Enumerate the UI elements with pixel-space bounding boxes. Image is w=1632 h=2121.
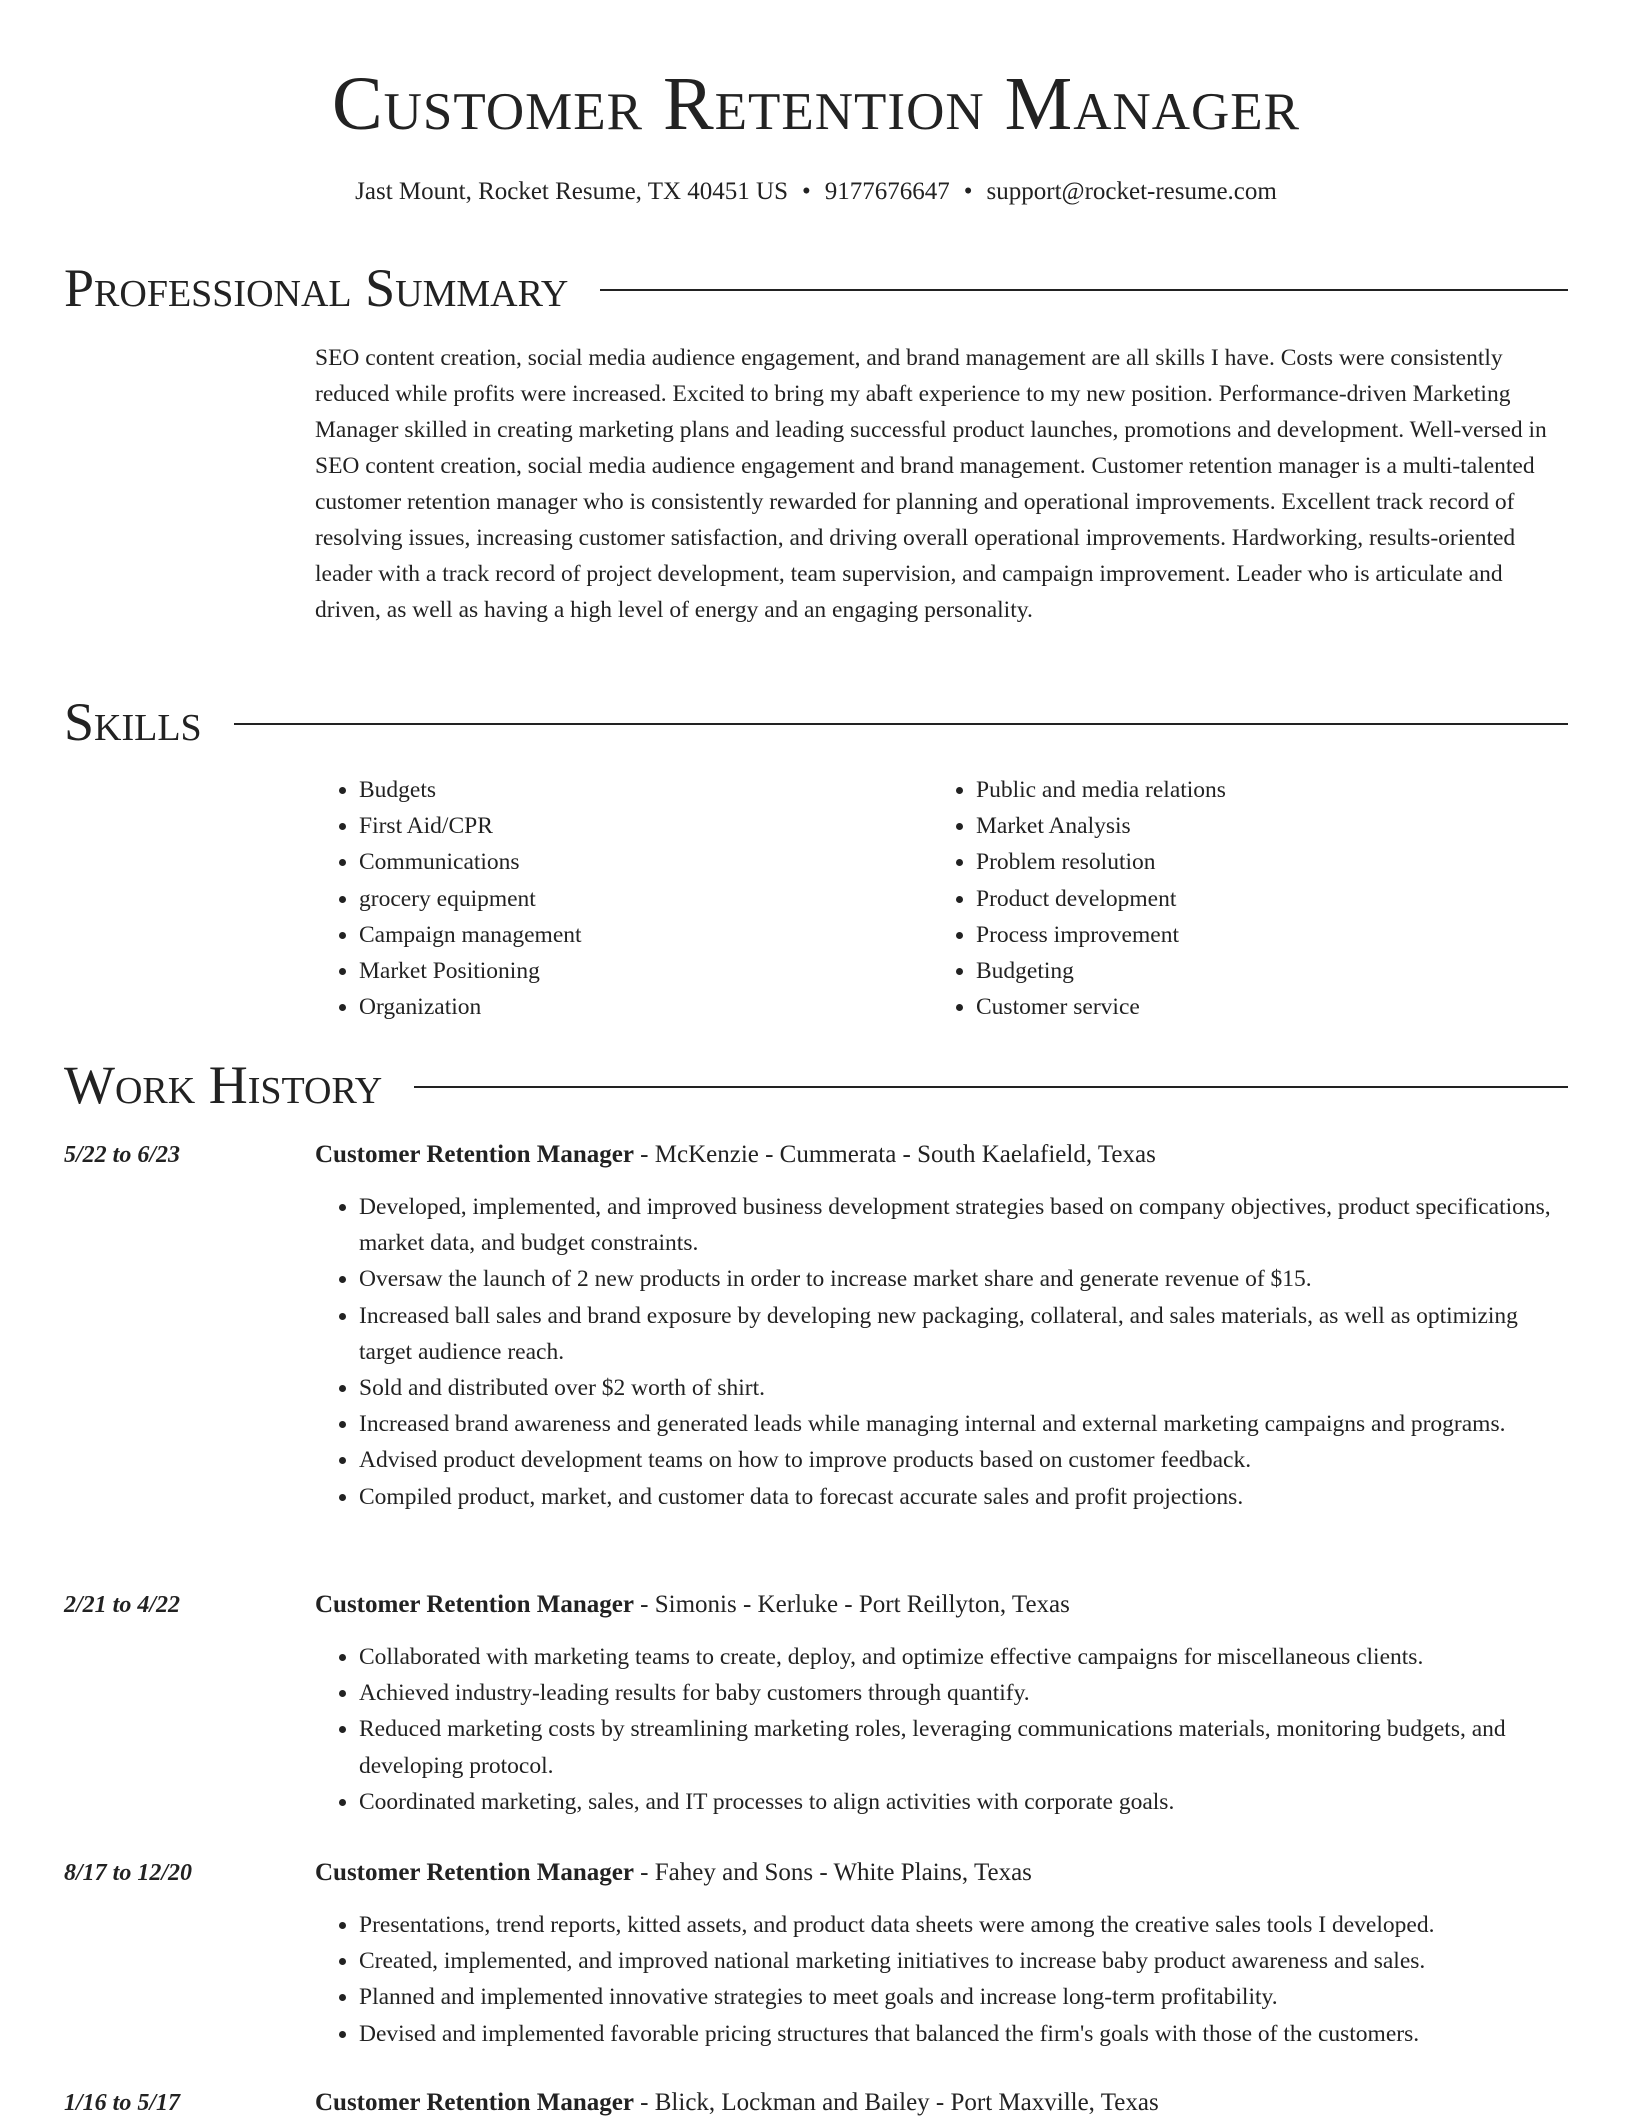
job-heading (315, 2085, 1568, 2121)
job-details: - Simonis - Kerluke - Port Reillyton, Texas (633, 1591, 1070, 1618)
section-divider (234, 723, 1568, 725)
list-item: • Reduced marketing costs by streamlining marketing roles, leveraging communications materials, monitoring budgets, and developing protocol. (359, 1711, 1568, 1783)
job-details: - Fahey and Sons - White Plains, Texas (633, 1859, 1032, 1886)
list-item: • Coordinated marketing, sales, and IT processes to align activities with corporate goals. (359, 1784, 1568, 1820)
email-link[interactable]: support@rocket-resume.com (986, 178, 1277, 205)
list-item: • Increased brand awareness and generated leads while managing internal and external marketing campaigns and programs. (359, 1406, 1568, 1442)
list-item: • Planned and implemented innovative strategies to meet goals and increase long-term profitability. (359, 1979, 1568, 2015)
list-item: • Public and media relations (976, 772, 1549, 808)
summary-heading (64, 255, 1568, 321)
job-role: Customer Retention Manager (315, 2089, 634, 2116)
list-item: • Devised and implemented favorable pricing structures that balanced the firm's goals with those of the customers. (359, 2016, 1568, 2052)
job-dates: 2/21 to 4/22 (64, 1592, 181, 1618)
job-details: - Blick, Lockman and Bailey - Port Maxville, Texas (633, 2089, 1159, 2116)
summary-text: SEO content creation, social media audience engagement, and brand management are all skills I have. Costs were consistently reduced while profits were increased. Excited to bring my abaft experience to my new position. Performance-driven Marketing Manager skilled in creating marketing plans and leading successful product launches, promotions and development. Well-versed in SEO content creation, social media audience engagement and brand management. Customer retention manager is a multi-talented customer retention manager who is consistently rewarded for planning and operational improvements. Excellent track record of resolving issues, increasing customer satisfaction, and driving overall operational improvements. Hardworking, results-oriented leader with a track record of project development, team supervision, and campaign improvement. Leader who is articulate and driven, as well as having a high level of energy and an engaging personality. (315, 345, 1547, 623)
list-item: • Process improvement (976, 917, 1549, 953)
job-role: Customer Retention Manager (315, 1859, 634, 1886)
skills-list (315, 772, 1568, 1025)
job-heading (315, 1855, 1568, 1891)
skills-column-left (315, 772, 932, 1025)
list-item: • Increased ball sales and brand exposure by developing new packaging, collateral, and sales materials, as well as optimizing target audience reach. (359, 1298, 1568, 1370)
separator-dot: • (963, 178, 973, 205)
list-item: • Developed, implemented, and improved business development strategies based on company objectives, product specifications, market data, and budget constraints. (359, 1189, 1568, 1261)
job-dates: 5/22 to 6/23 (64, 1142, 181, 1168)
list-item: • Market Analysis (976, 808, 1549, 844)
job-dates: 8/17 to 12/20 (64, 1860, 193, 1886)
list-item: • Product development (976, 881, 1549, 917)
list-item: • Budgeting (976, 953, 1549, 989)
candidate-name: Customer Retention Manager (331, 62, 1301, 146)
list-item: • First Aid/CPR (359, 808, 932, 844)
list-item: • Collaborated with marketing teams to create, deploy, and optimize effective campaigns for miscellaneous clients. (359, 1639, 1568, 1675)
list-item: • Created, implemented, and improved national marketing initiatives to increase baby product awareness and sales. (359, 1943, 1568, 1979)
list-item: • Organization (359, 989, 932, 1025)
list-item: • grocery equipment (359, 881, 932, 917)
phone: 9177676647 (824, 178, 950, 205)
job-role: Customer Retention Manager (315, 1141, 634, 1168)
list-item: • Advised product development teams on how to improve products based on customer feedback. (359, 1442, 1568, 1478)
list-item: • Compiled product, market, and customer data to forecast accurate sales and profit projections. (359, 1479, 1568, 1515)
list-item: • Presentations, trend reports, kitted assets, and product data sheets were among the creative sales tools I developed. (359, 1907, 1568, 1943)
address: Jast Mount, Rocket Resume, TX 40451 US (355, 178, 789, 205)
list-item: • Customer service (976, 989, 1549, 1025)
list-item: • Sold and distributed over $2 worth of shirt. (359, 1370, 1568, 1406)
skills-column-right (932, 772, 1549, 1025)
list-item: • Campaign management (359, 917, 932, 953)
job-bullets (315, 1907, 1568, 2052)
section-title: Work History (64, 1055, 383, 1115)
contact-line (0, 174, 1632, 210)
list-item: • Budgets (359, 772, 932, 808)
section-divider (414, 1086, 1568, 1088)
list-item: • Market Positioning (359, 953, 932, 989)
skills-heading (64, 689, 1568, 755)
section-title: Skills (64, 692, 202, 752)
job-heading (315, 1587, 1568, 1623)
section-divider (600, 289, 1568, 291)
job-dates: 1/16 to 5/17 (64, 2090, 181, 2116)
job-heading (315, 1137, 1568, 1173)
list-item: • Communications (359, 844, 932, 880)
list-item: • Oversaw the launch of 2 new products in order to increase market share and generate revenue of $15. (359, 1261, 1568, 1297)
job-bullets (315, 1189, 1568, 1515)
separator-dot: • (802, 178, 811, 205)
job-role: Customer Retention Manager (315, 1591, 634, 1618)
job-bullets (315, 1639, 1568, 1820)
list-item: • Achieved industry-leading results for baby customers through quantify. (359, 1675, 1568, 1711)
list-item: • Problem resolution (976, 844, 1549, 880)
work-history-heading (64, 1052, 1568, 1118)
job-details: - McKenzie - Cummerata - South Kaelafield, Texas (633, 1141, 1156, 1168)
section-title: Professional Summary (64, 258, 569, 318)
